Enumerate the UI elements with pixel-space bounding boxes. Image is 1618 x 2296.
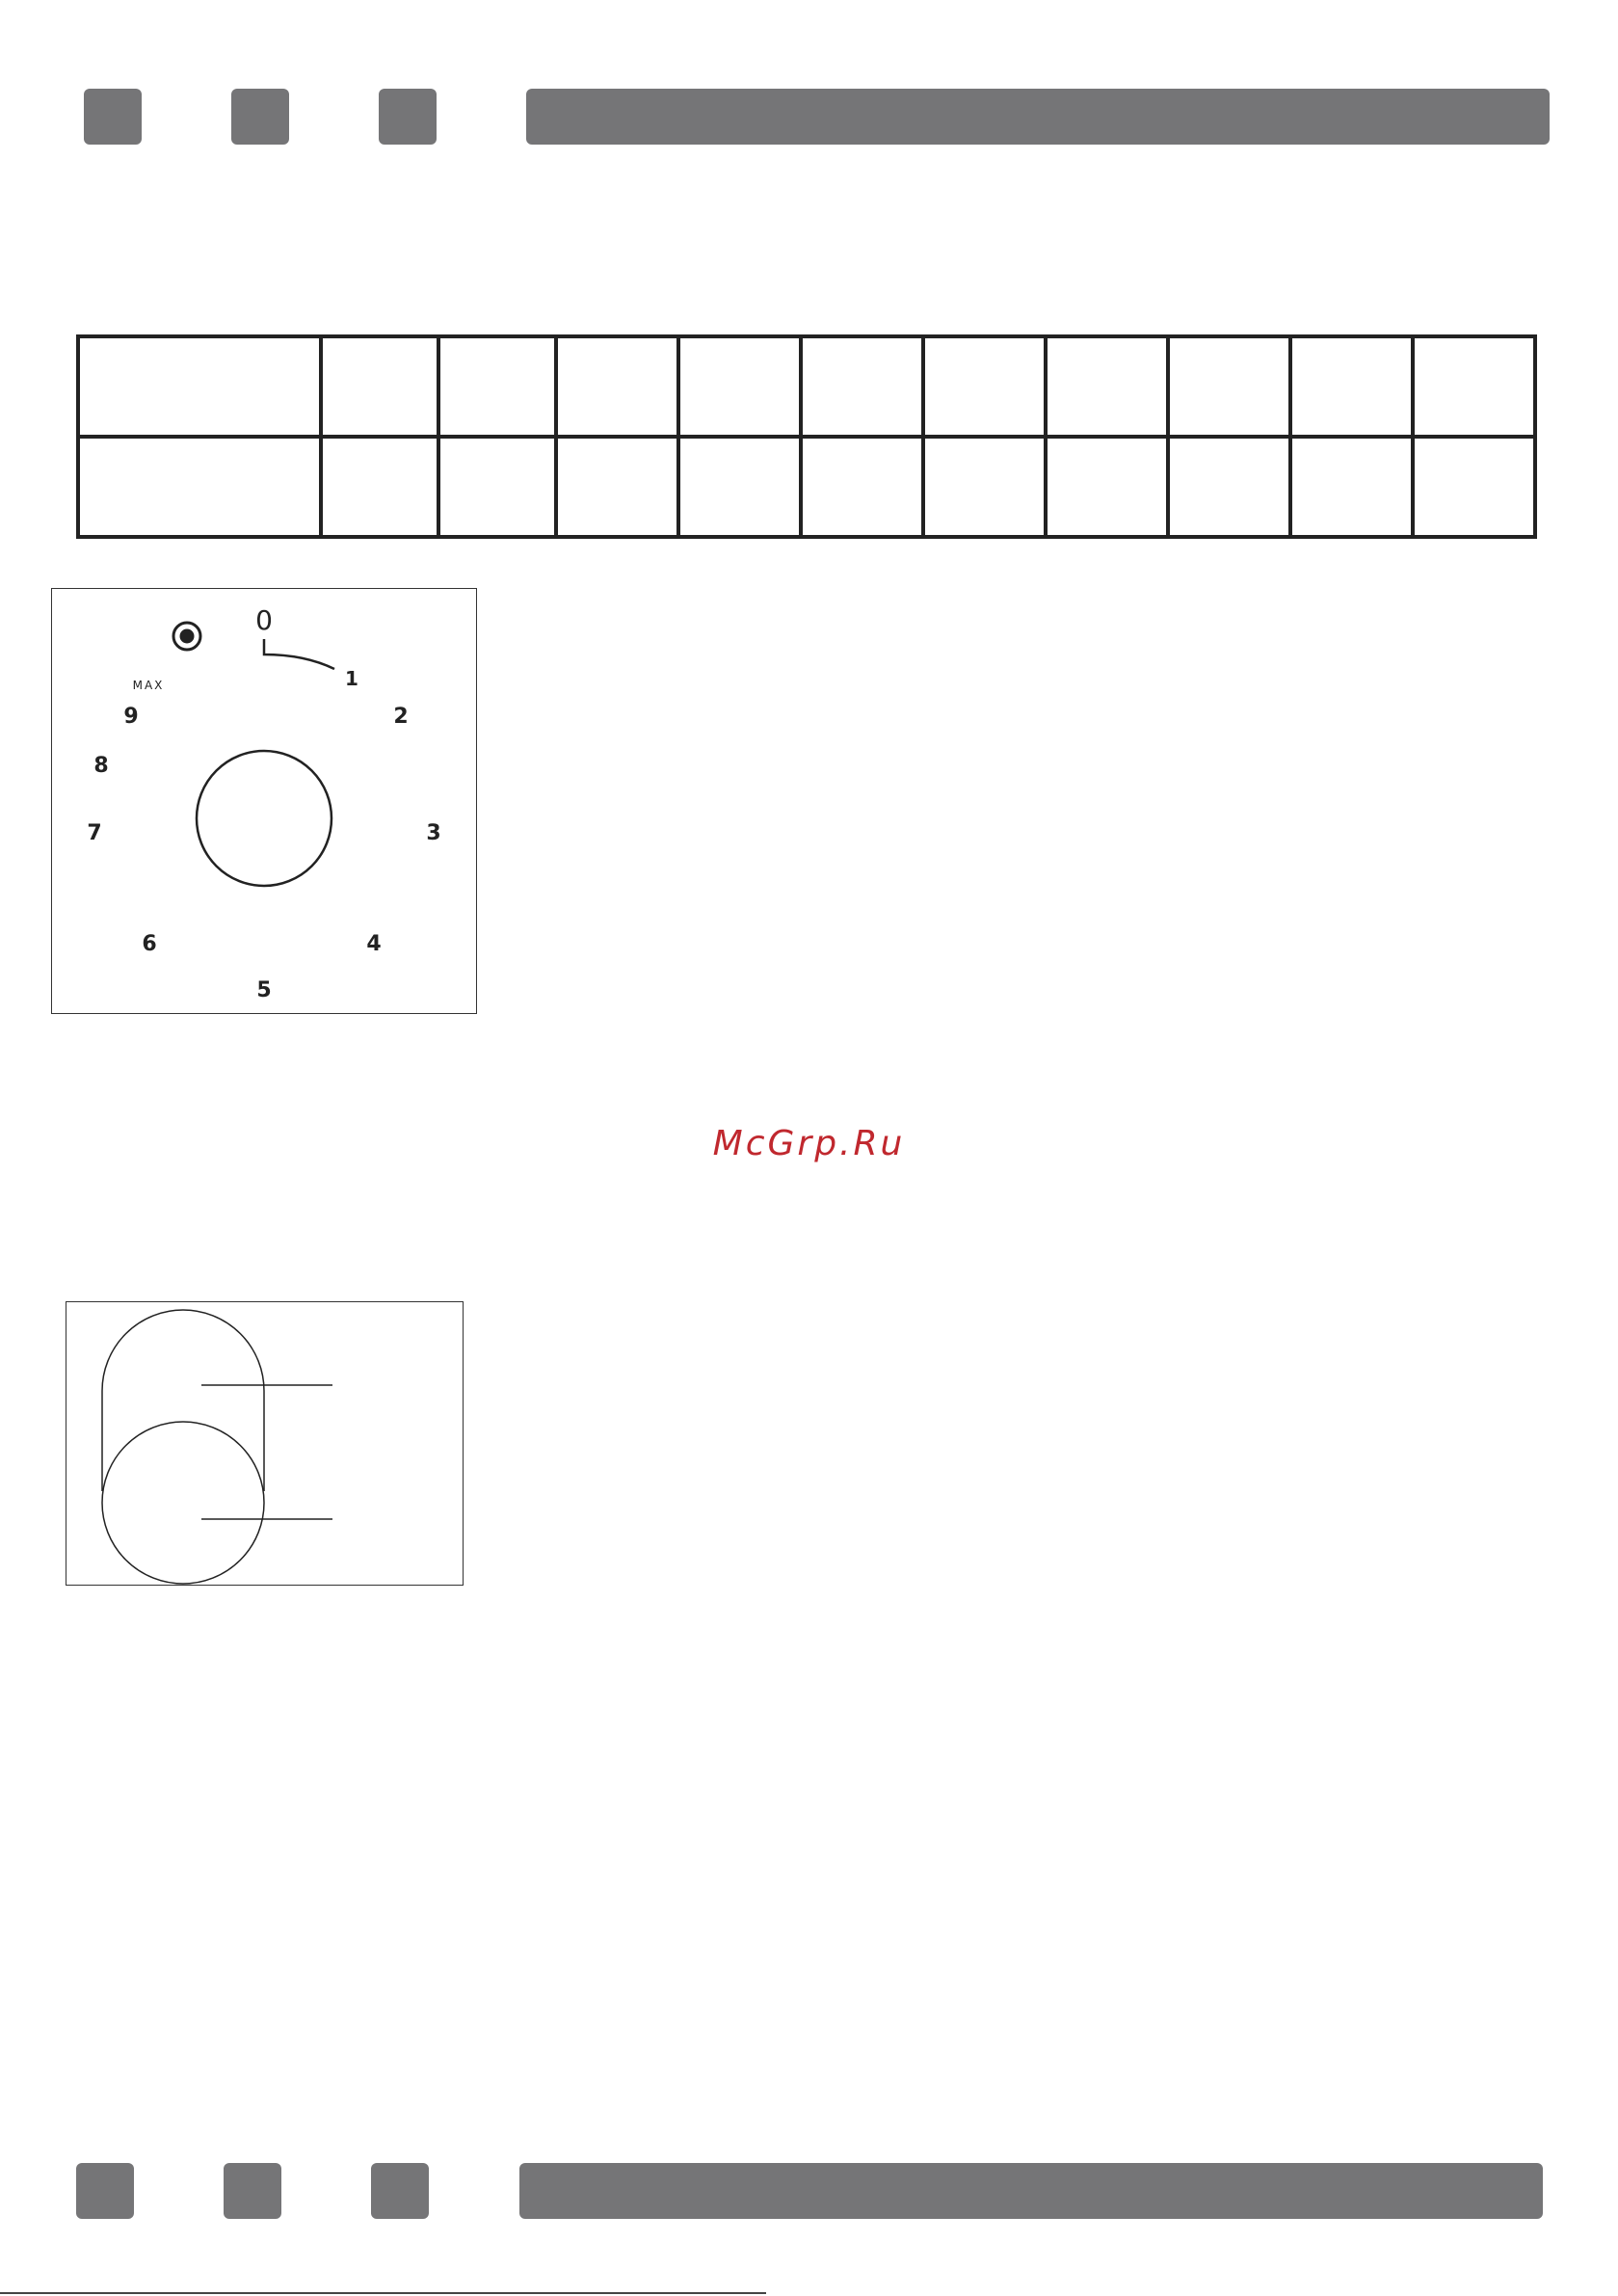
knob-setting-1: 1 [345, 667, 358, 690]
table-cell [801, 437, 923, 537]
table-row [78, 336, 1535, 437]
knob-setting-2: 2 [393, 705, 409, 729]
knob-setting-9: 9 [123, 705, 139, 729]
header-square-3 [379, 89, 437, 145]
table-cell [556, 437, 678, 537]
header-square-2 [231, 89, 289, 145]
settings-table [76, 334, 1537, 539]
knob-setting-3: 3 [426, 821, 441, 845]
table-cell [801, 336, 923, 437]
table-cell [321, 336, 438, 437]
knob-setting-8: 8 [93, 754, 109, 778]
header-square-1 [84, 89, 142, 145]
knob-setting-5: 5 [256, 978, 272, 1002]
knob-setting-6: 6 [142, 932, 157, 956]
knob-zero-label: 0 [255, 604, 273, 636]
table-cell [1413, 336, 1535, 437]
watermark: McGrp.Ru [712, 1124, 906, 1163]
footer-bar [519, 2163, 1543, 2219]
table-cell [1413, 437, 1535, 537]
table-cell [1290, 336, 1413, 437]
control-knob-diagram [51, 588, 477, 1014]
table-cell [923, 336, 1046, 437]
dual-zone-diagram [66, 1301, 464, 1586]
table-cell [678, 437, 801, 537]
knob-dial [197, 751, 332, 886]
table-cell [78, 336, 321, 437]
knob-setting-4: 4 [366, 932, 382, 956]
footer-square-1 [76, 2163, 134, 2219]
footer-square-3 [371, 2163, 429, 2219]
table-cell [438, 336, 556, 437]
table-cell [78, 437, 321, 537]
table-cell [438, 437, 556, 537]
table-cell [923, 437, 1046, 537]
table-cell [1290, 437, 1413, 537]
table-cell [1168, 437, 1290, 537]
table-cell [678, 336, 801, 437]
table-row [78, 437, 1535, 537]
knob-setting-7: 7 [87, 821, 102, 845]
round-zone-outline [102, 1422, 264, 1584]
knob-zero-arc [264, 639, 334, 669]
table-cell [1046, 336, 1168, 437]
table-cell [321, 437, 438, 537]
page-edge-rule [0, 2292, 766, 2294]
knob-max-label: MAX [132, 679, 165, 692]
target-icon [173, 623, 200, 650]
table-cell [556, 336, 678, 437]
footer-square-2 [224, 2163, 281, 2219]
table-cell [1168, 336, 1290, 437]
table-cell [1046, 437, 1168, 537]
header-bar [526, 89, 1550, 145]
